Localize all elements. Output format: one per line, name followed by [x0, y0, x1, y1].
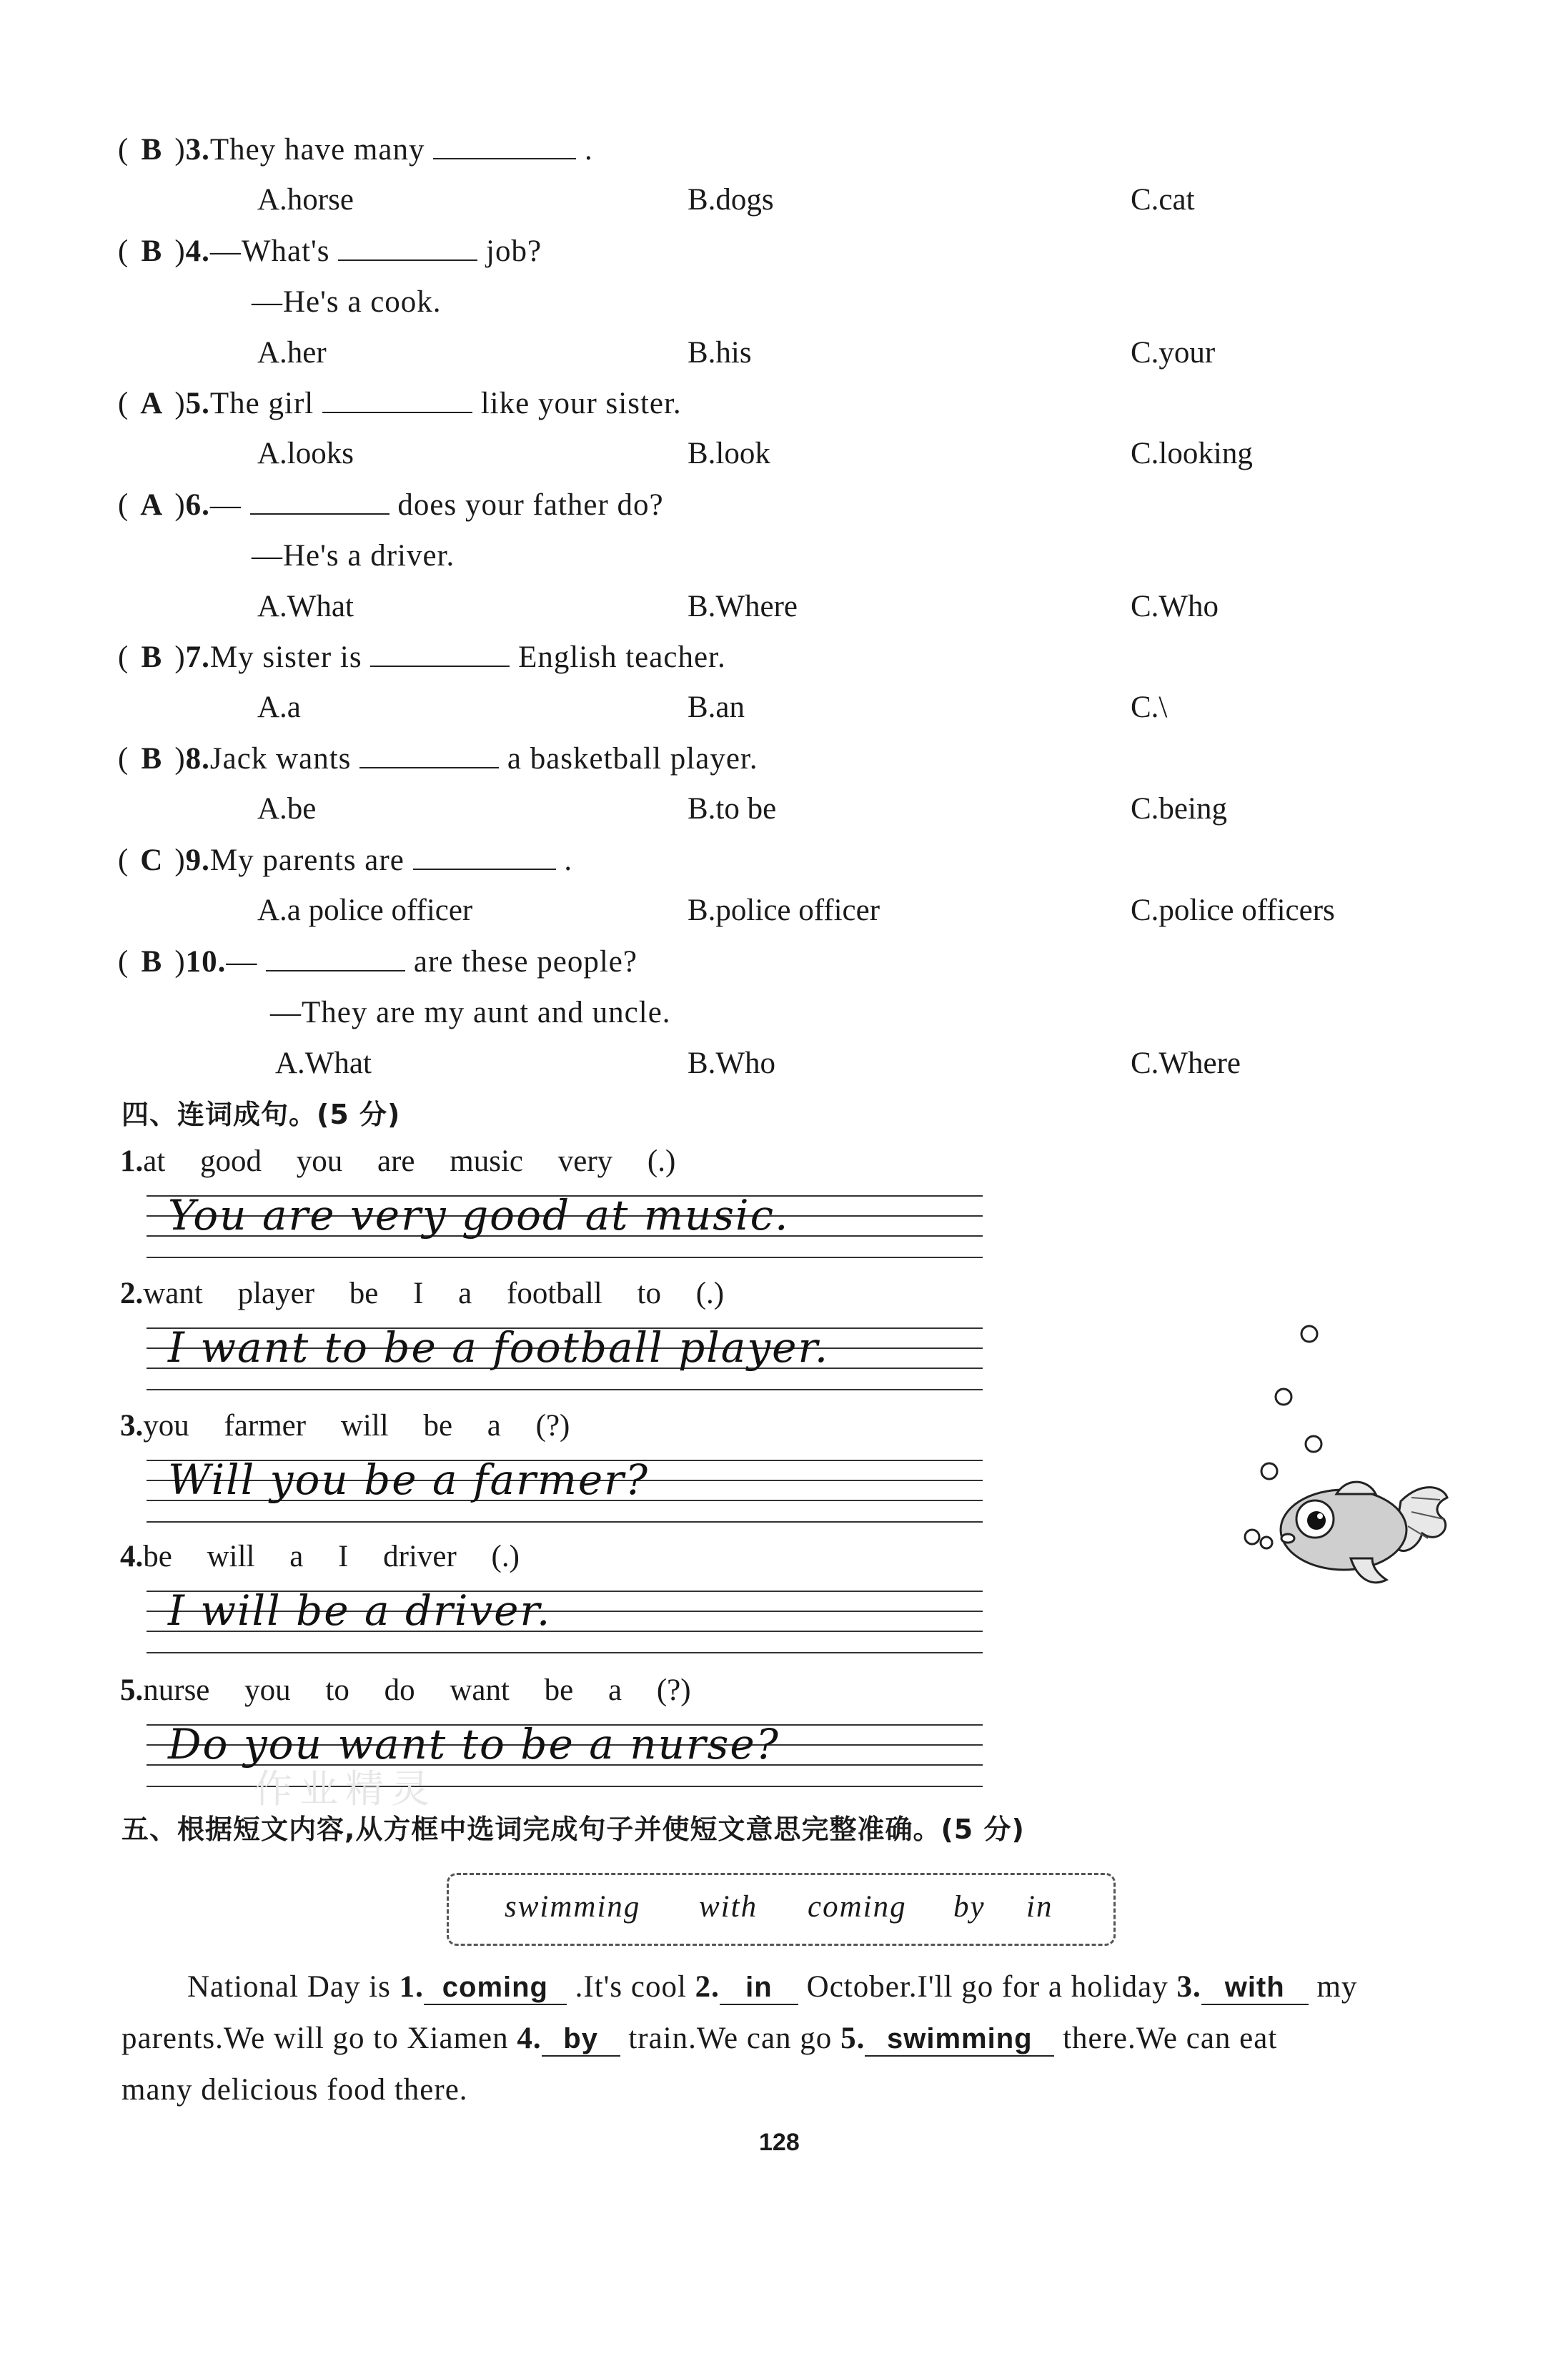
- paren-open: (: [118, 387, 129, 420]
- answer-option: A.What: [257, 590, 354, 623]
- question-stem: Jack wants: [209, 742, 352, 776]
- passage-answer: by: [542, 2023, 620, 2057]
- handwritten-answer: Will you be a farmer?: [168, 1455, 649, 1504]
- answer-blank: [359, 743, 499, 768]
- scrambled-words: [120, 1276, 724, 1311]
- question-number: 3.: [185, 133, 210, 167]
- passage-answer: coming: [424, 1972, 567, 2005]
- question-line: [118, 386, 682, 421]
- question-answer: A: [140, 488, 164, 522]
- answer-option: A.be: [257, 792, 317, 826]
- passage-answer: with: [1201, 1972, 1309, 2005]
- paren-open: (: [118, 945, 129, 979]
- scrambled-words: [120, 1144, 675, 1179]
- answer-option: C.Who: [1131, 590, 1219, 623]
- page-number: 128: [759, 2129, 800, 2156]
- answer-option: A.a: [257, 691, 301, 724]
- answer-option: A.horse: [257, 183, 354, 217]
- question-answer: C: [140, 844, 164, 877]
- paren-close: ): [174, 641, 186, 674]
- answer-blank: [370, 641, 510, 667]
- bubble-icon: [1301, 1326, 1317, 1342]
- scrambled-words: [120, 1408, 570, 1443]
- paren-close: ): [174, 488, 186, 522]
- passage-text: National Day is: [187, 1970, 391, 2004]
- passage-line-1: [187, 1969, 1357, 2005]
- goldfish-icon: [1281, 1482, 1447, 1583]
- item-number: 4.: [120, 1540, 144, 1573]
- question-line: [118, 234, 542, 269]
- item-number: 1.: [120, 1144, 144, 1178]
- question-line: [118, 944, 637, 979]
- question-stem: English teacher.: [518, 641, 726, 674]
- handwritten-answer: Do you want to be a nurse?: [168, 1720, 780, 1769]
- answer-option: B.look: [688, 437, 770, 470]
- answer-option: A.What: [275, 1047, 372, 1080]
- passage-text: there.We can eat: [1063, 2022, 1278, 2055]
- question-stem: The girl: [209, 387, 314, 420]
- question-stem: —: [226, 945, 258, 979]
- bubble-icon: [1245, 1530, 1259, 1544]
- word-list: you farmer will be a (?): [143, 1409, 570, 1443]
- question-line: [118, 843, 572, 878]
- section-4-title: 四、连词成句。(5 分): [121, 1099, 401, 1130]
- answer-option: B.Where: [688, 590, 798, 623]
- word-list: at good you are music very (.): [143, 1144, 676, 1178]
- answer-option: C.being: [1131, 792, 1227, 826]
- answer-option: A.looks: [257, 437, 354, 470]
- paren-close: ): [174, 945, 186, 979]
- paren-open: (: [118, 234, 129, 268]
- passage-text: parents.We will go to Xiamen: [121, 2022, 509, 2055]
- ruled-line: [147, 1389, 983, 1390]
- answer-option: B.his: [688, 336, 752, 370]
- question-stem: —: [209, 488, 242, 522]
- question-number: 9.: [185, 844, 210, 877]
- answer-blank: [322, 387, 472, 413]
- writing-lines: [147, 1323, 983, 1390]
- question-number: 8.: [185, 742, 210, 776]
- ruled-line: [147, 1257, 983, 1258]
- blank-number: 1.: [399, 1970, 424, 2004]
- passage-text: .It's cool: [575, 1970, 687, 2004]
- question-number: 4.: [185, 234, 210, 268]
- answer-option: C.cat: [1131, 183, 1195, 217]
- paren-close: ): [174, 387, 186, 420]
- word-list: be will a I driver (.): [143, 1540, 520, 1573]
- paren-close: ): [174, 742, 186, 776]
- paren-open: (: [118, 844, 129, 877]
- answer-option: B.Who: [688, 1047, 776, 1080]
- question-stem: are these people?: [413, 945, 637, 979]
- paren-open: (: [118, 133, 129, 167]
- passage-answer: swimming: [865, 2023, 1054, 2057]
- box-word: in: [1026, 1890, 1053, 1924]
- passage-line-3: many delicious food there.: [121, 2073, 468, 2107]
- question-answer: B: [141, 742, 163, 776]
- question-stem: My sister is: [209, 641, 362, 674]
- question-answer: B: [141, 945, 163, 979]
- answer-option: B.to be: [688, 792, 777, 826]
- answer-option: A.a police officer: [257, 894, 473, 927]
- section-5-title: 五、根据短文内容,从方框中选词完成句子并使短文意思完整准确。(5 分): [121, 1814, 1025, 1845]
- question-reply: —They are my aunt and uncle.: [270, 996, 671, 1029]
- answer-option: C.Where: [1131, 1047, 1241, 1080]
- question-stem: My parents are: [209, 844, 405, 877]
- blank-number: 3.: [1176, 1970, 1201, 2004]
- passage-text: train.We can go: [628, 2022, 833, 2055]
- paren-close: ): [174, 234, 186, 268]
- item-number: 5.: [120, 1673, 144, 1707]
- word-list: nurse you to do want be a (?): [143, 1673, 691, 1707]
- blank-number: 2.: [695, 1970, 720, 2004]
- word-list: want player be I a football to (.): [143, 1277, 725, 1310]
- paren-open: (: [118, 488, 129, 522]
- question-stem: job?: [486, 234, 542, 268]
- question-stem: They have many: [209, 133, 425, 167]
- answer-blank: [413, 844, 556, 870]
- blank-number: 4.: [517, 2022, 542, 2055]
- question-stem: a basketball player.: [507, 742, 758, 776]
- answer-option: C.looking: [1131, 437, 1253, 470]
- bubble-icon: [1306, 1436, 1321, 1452]
- question-answer: B: [141, 133, 163, 167]
- box-word: with: [699, 1890, 758, 1924]
- question-stem: —What's: [209, 234, 330, 268]
- paren-open: (: [118, 641, 129, 674]
- question-stem: .: [564, 844, 573, 877]
- item-number: 3.: [120, 1409, 144, 1443]
- bubble-icon: [1276, 1389, 1291, 1405]
- ruled-line: [147, 1652, 983, 1653]
- bubble-icon: [1261, 1463, 1277, 1479]
- paren-open: (: [118, 742, 129, 776]
- writing-lines: [147, 1191, 983, 1258]
- question-number: 7.: [185, 641, 210, 674]
- answer-option: A.her: [257, 336, 327, 370]
- blank-number: 5.: [840, 2022, 865, 2055]
- answer-blank: [433, 134, 576, 159]
- handwritten-answer: I want to be a football player.: [168, 1323, 830, 1372]
- paren-close: ): [174, 844, 186, 877]
- scrambled-words: [120, 1539, 520, 1574]
- question-reply: —He's a driver.: [252, 539, 455, 573]
- answer-blank: [250, 489, 389, 515]
- item-number: 2.: [120, 1277, 144, 1310]
- question-answer: B: [141, 234, 163, 268]
- answer-option: C.your: [1131, 336, 1216, 370]
- passage-answer: in: [720, 1972, 798, 2005]
- answer-option: B.police officer: [688, 894, 880, 927]
- bubble-icon: [1261, 1537, 1272, 1548]
- box-word: swimming: [505, 1890, 641, 1924]
- question-stem: .: [584, 133, 593, 167]
- question-stem: like your sister.: [480, 387, 682, 420]
- question-line: [118, 741, 758, 776]
- paren-close: ): [174, 133, 186, 167]
- question-reply: —He's a cook.: [252, 285, 442, 319]
- question-stem: does your father do?: [397, 488, 664, 522]
- question-number: 6.: [185, 488, 210, 522]
- ruled-line: [147, 1521, 983, 1523]
- passage-text: October.I'll go for a holiday: [806, 1970, 1168, 2004]
- question-line: [118, 640, 726, 675]
- answer-option: B.dogs: [688, 183, 774, 217]
- box-word: coming: [808, 1890, 907, 1924]
- question-answer: B: [141, 641, 163, 674]
- watermark: 作业精灵: [254, 1766, 437, 1811]
- writing-lines: [147, 1586, 983, 1653]
- question-number: 5.: [185, 387, 210, 420]
- answer-blank: [338, 235, 477, 261]
- answer-option: C.police officers: [1131, 894, 1335, 927]
- box-word: by: [953, 1890, 986, 1924]
- question-line: [118, 132, 593, 167]
- answer-option: C.\: [1131, 691, 1168, 724]
- question-number: 10.: [185, 945, 227, 979]
- passage-text: my: [1316, 1970, 1358, 2004]
- answer-option: B.an: [688, 691, 745, 724]
- handwritten-answer: You are very good at music.: [168, 1191, 790, 1240]
- goldfish-illustration: [1229, 1315, 1465, 1601]
- word-box: [447, 1873, 1116, 1946]
- writing-lines: [147, 1455, 983, 1523]
- question-answer: A: [140, 387, 164, 420]
- question-line: [118, 488, 664, 523]
- passage-line-2: [121, 2021, 1277, 2057]
- answer-blank: [266, 946, 405, 971]
- scrambled-words: [120, 1673, 691, 1708]
- handwritten-answer: I will be a driver.: [168, 1586, 552, 1635]
